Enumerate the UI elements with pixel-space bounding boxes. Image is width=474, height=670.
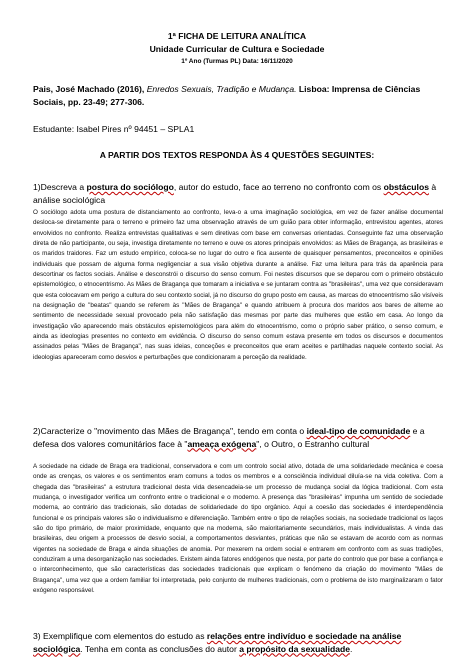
instruction-heading: A PARTIR DOS TEXTOS RESPONDA ÀS 4 QUESTÕES SEGUINTES: [99,150,375,160]
q3-emph-1: relações entre indivíduo e sociedade na análise sociológica [33,631,402,654]
question-2: 2)Caracterize o "movimento das Mães de Bragança", tendo em conta o ideal-tipo de comunidade e a defesa dos valores comunitários face à "ameaça exógena", o Outro, o Estranho cultural [33,426,425,449]
class-date: 1º Ano (Turmas PL) Data: 16/11/2020 [181,58,293,65]
ref-author: Pais, José Machado (2016), [33,84,145,94]
sheet-title: 1ª FICHA DE LEITURA ANALÍTICA [167,31,307,41]
answer-2: A sociedade na cidade de Braga era tradicional, conservadora e com um controlo social ativo, dotada de uma solidariedade mecânica e coesa onde as crenças, os valores e os sentimentos eram comuns a todos os membros e a consciência individual diluía-se na vida coletiva. Com a chegada das "brasileiras" a estrutura tradicional desta vida desencadeia-se um processo de mudança social da lógica tradicional. Com esta mudança, o investigador verifica um confronto entre o tradicional e o moderno. A presença das "brasileiras" impunha um sentido de sociedade moderna, ao contrário das tradicionais, são dotadas de solidariedade do tipo orgânico. Aqui a coesão das sociedades é interdependência funcional e os principais valores são o individualismo e diferenciação. Também entre o tipo de relações sociais, na sociedade tradicional os laços são do tipo primário, de maior proximidade, enquanto que na moderna, são maioritariamente secundários, mais individualistas. A vinda das brasileiras, deu origem a processos de desvio social, a comportamentos desviantes, práticas que não se estavam de acordo com as normas vigentes na sociedade de Braga e ainda situações de anomia. Por mexerem na ordem social e entrarem em confronto com as suas tradições, conduziram a uma desorganização nas sociedades. Existem ainda fatores endógenos que nesta, por parte do controlo que por base a confiança e o interconhecimento, que são características das sociedades tradicionais que explicam o fenómeno da criação do movimento "Mães de Bragança", uma vez que a ordem familiar foi interpretada, pelo conjunto de mulheres tradicionais, com o problema de isto marginalizaram o fator exógeno responsável. [33,463,443,595]
question-1: 1)Descreva a postura do sociólogo, autor do estudo, face ao terreno no confronto com os obstáculos à análise sociológica [33,182,437,205]
q1-emph-1: postura do sociólogo [86,182,174,192]
bibliographic-reference [33,83,443,109]
q1-emph-2: obstáculos [383,182,429,192]
q3-emph-2: a propósito da sexualidade [239,643,351,654]
q2-emph-2: ameaça exógena [187,438,257,449]
ref-title: Enredos Sexuais, Tradição e Mudança. [146,84,297,94]
student-line: Estudante: Isabel Pires nº 94451 – SPLA1 [33,124,195,134]
ref-publisher: Lisboa: Imprensa de Ciências Sociais, pp. 23-49; 277-306. [33,84,421,107]
q2-emph-1: ideal-tipo de comunidade [306,426,411,436]
question-3: 3) Exemplifique com elementos do estudo as relações entre indivíduo e sociedade na análise sociológica. Tenha em conta as conclusões do autor a propósito da sexualidade. [33,631,402,654]
answer-1: O sociólogo adota uma postura de distanciamento ao confronto, leva-o a uma imaginação sociológica, em vez de fazer análise documental desloca-se diretamente para o terreno e primeiro faz uma observação através de um guião para obter informação, entrevistou agentes, atores envolvidos no confronto. Realiza entrevistas qualitativas e sem diretivas com base em conversas orientadas. Conseguinte faz uma observação direta de não participante, ou seja, investiga diretamente no terreno e ouve os atores principais envolvidos: as Mães de Bragança, as brasileiras e os maridos traidores. Faz um estudo empírico, coloca-se no lugar do outro e fica ausente de quaisquer pensamentos, preconceitos e opiniões individuais que possam de alguma forma negligenciar a sua visão objetiva durante a análise. Faz uma leitura para trás da aparência para descortinar os factos sociais. Análise e desconstrói o discurso do senso comum. Foi nestes discursos que se deparou com o primeiro obstáculo epistemológico, o etnocentrismo. As Mães de Bragança que tomaram a iniciativa e se juntaram contra as "brasileiras", uma vez que consideravam que esta colocavam em perigo a cultura do seu contexto social, já no discurso do grupo posto em causa, as marcas do etnocentrismo são visíveis na designação de "beatas" quando se referem às "Mães de Bragança" e quando atribuem à procura dos maridos aos bares de alterne ao sentimento de necessidade sexual provocado pela não satisfação das mesmas por parte das mulheres que estão em casa. Ao longo da investigação vão aparecendo mais obstáculos epistemológicos para além do etnocentrismo, como o próprio saber prático, o senso comum, e ainda as ideologias presentes no contexto em evidência. O discurso do senso comum estava presente em todos os discursos e documentos assinados pelas "Mães de Bragança", nas suas ideias, conceções e preconceitos que eram aceites e partilhadas naquele contexto social. As ideologias apareceram como desvios e perturbações que condicionaram a perceção da realidade. [33,209,443,361]
course-name: Unidade Curricular de Cultura e Sociedade [149,44,325,54]
